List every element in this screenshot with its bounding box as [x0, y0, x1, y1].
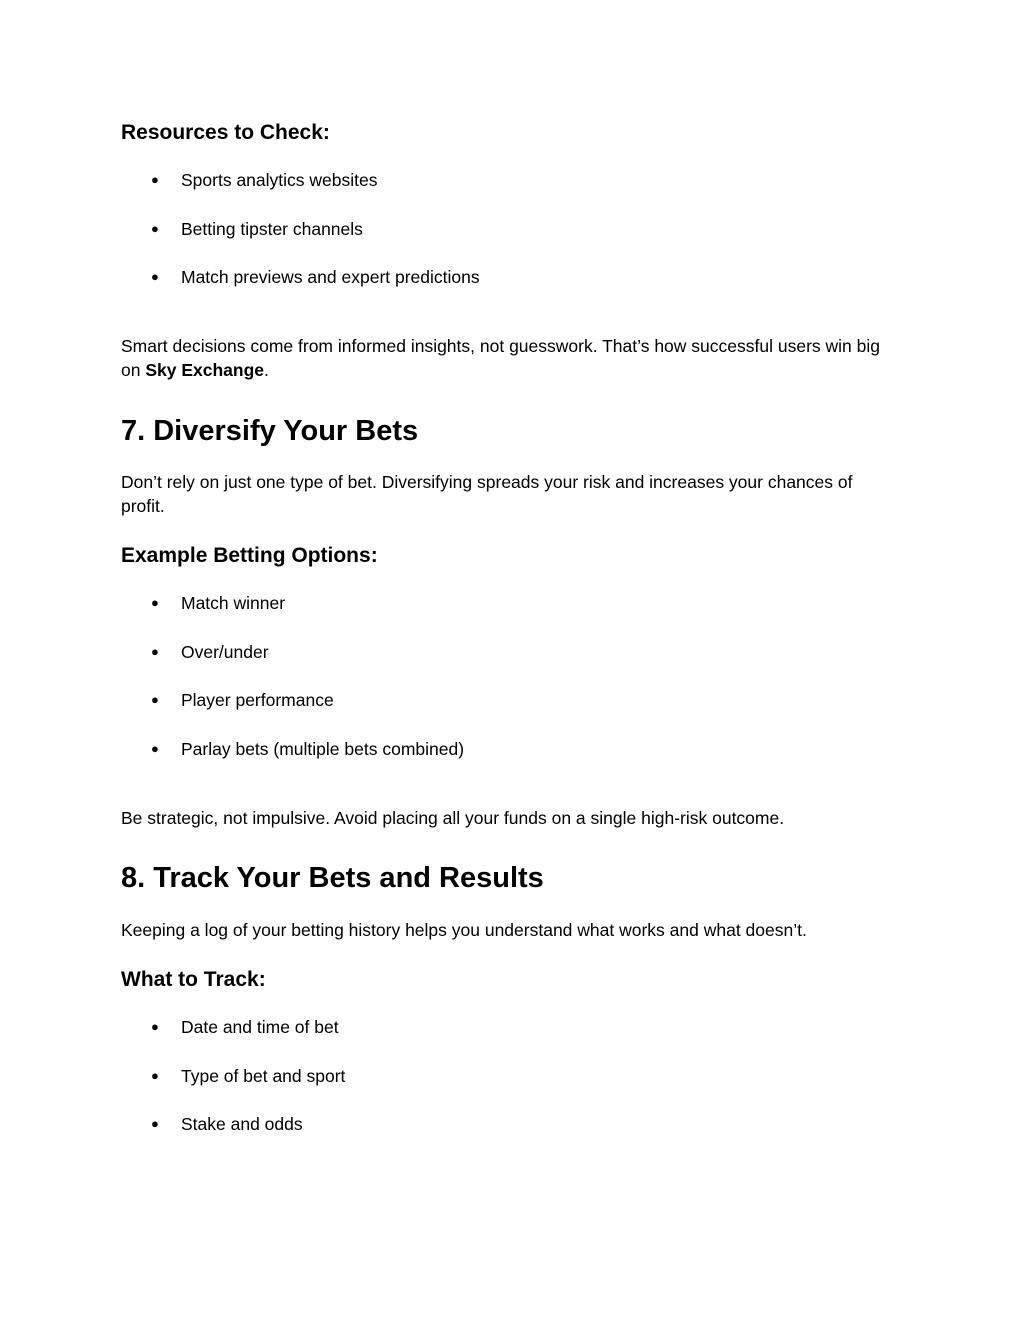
bullet-icon: ● — [151, 221, 159, 236]
bullet-icon: ● — [151, 1019, 159, 1034]
list-item-text: Parlay bets (multiple bets combined) — [181, 739, 465, 759]
bullet-icon: ● — [151, 1116, 159, 1131]
bullet-icon: ● — [151, 595, 159, 610]
bullet-icon: ● — [151, 1068, 159, 1083]
list-item-text: Stake and odds — [181, 1114, 303, 1134]
section-8-heading: 8. Track Your Bets and Results — [121, 862, 544, 894]
section-7-intro: Don’t rely on just one type of bet. Diversifying spreads your risk and increases your chances of profit. — [121, 472, 853, 516]
bullet-icon: ● — [151, 741, 159, 756]
list-item-text: Betting tipster channels — [181, 219, 363, 239]
resources-heading: Resources to Check: — [121, 121, 330, 144]
brand-name: Sky Exchange — [145, 360, 264, 380]
bullet-icon: ● — [151, 692, 159, 707]
bullet-icon: ● — [151, 644, 159, 659]
list-item-text: Sports analytics websites — [181, 170, 378, 190]
list-item-text: Date and time of bet — [181, 1017, 339, 1037]
section-8-subheading: What to Track: — [121, 968, 266, 991]
section-7-closing: Be strategic, not impulsive. Avoid placing all your funds on a single high-risk outcome. — [121, 808, 785, 828]
closing-period: . — [264, 360, 269, 380]
section-7-heading: 7. Diversify Your Bets — [121, 415, 419, 447]
list-item-text: Match previews and expert predictions — [181, 267, 480, 287]
list-item-text: Over/under — [181, 642, 269, 662]
section-8-intro: Keeping a log of your betting history helps you understand what works and what doesn’t. — [121, 920, 807, 940]
section-7-subheading: Example Betting Options: — [121, 544, 378, 567]
closing-text: Smart decisions come from informed insights, not guesswork. That’s how successful users win big on — [121, 336, 880, 380]
resources-closing-paragraph — [121, 334, 901, 382]
bullet-icon: ● — [151, 172, 159, 187]
bullet-icon: ● — [151, 269, 159, 284]
list-item-text: Player performance — [181, 690, 334, 710]
list-item-text: Match winner — [181, 593, 286, 613]
list-item-text: Type of bet and sport — [181, 1066, 346, 1086]
